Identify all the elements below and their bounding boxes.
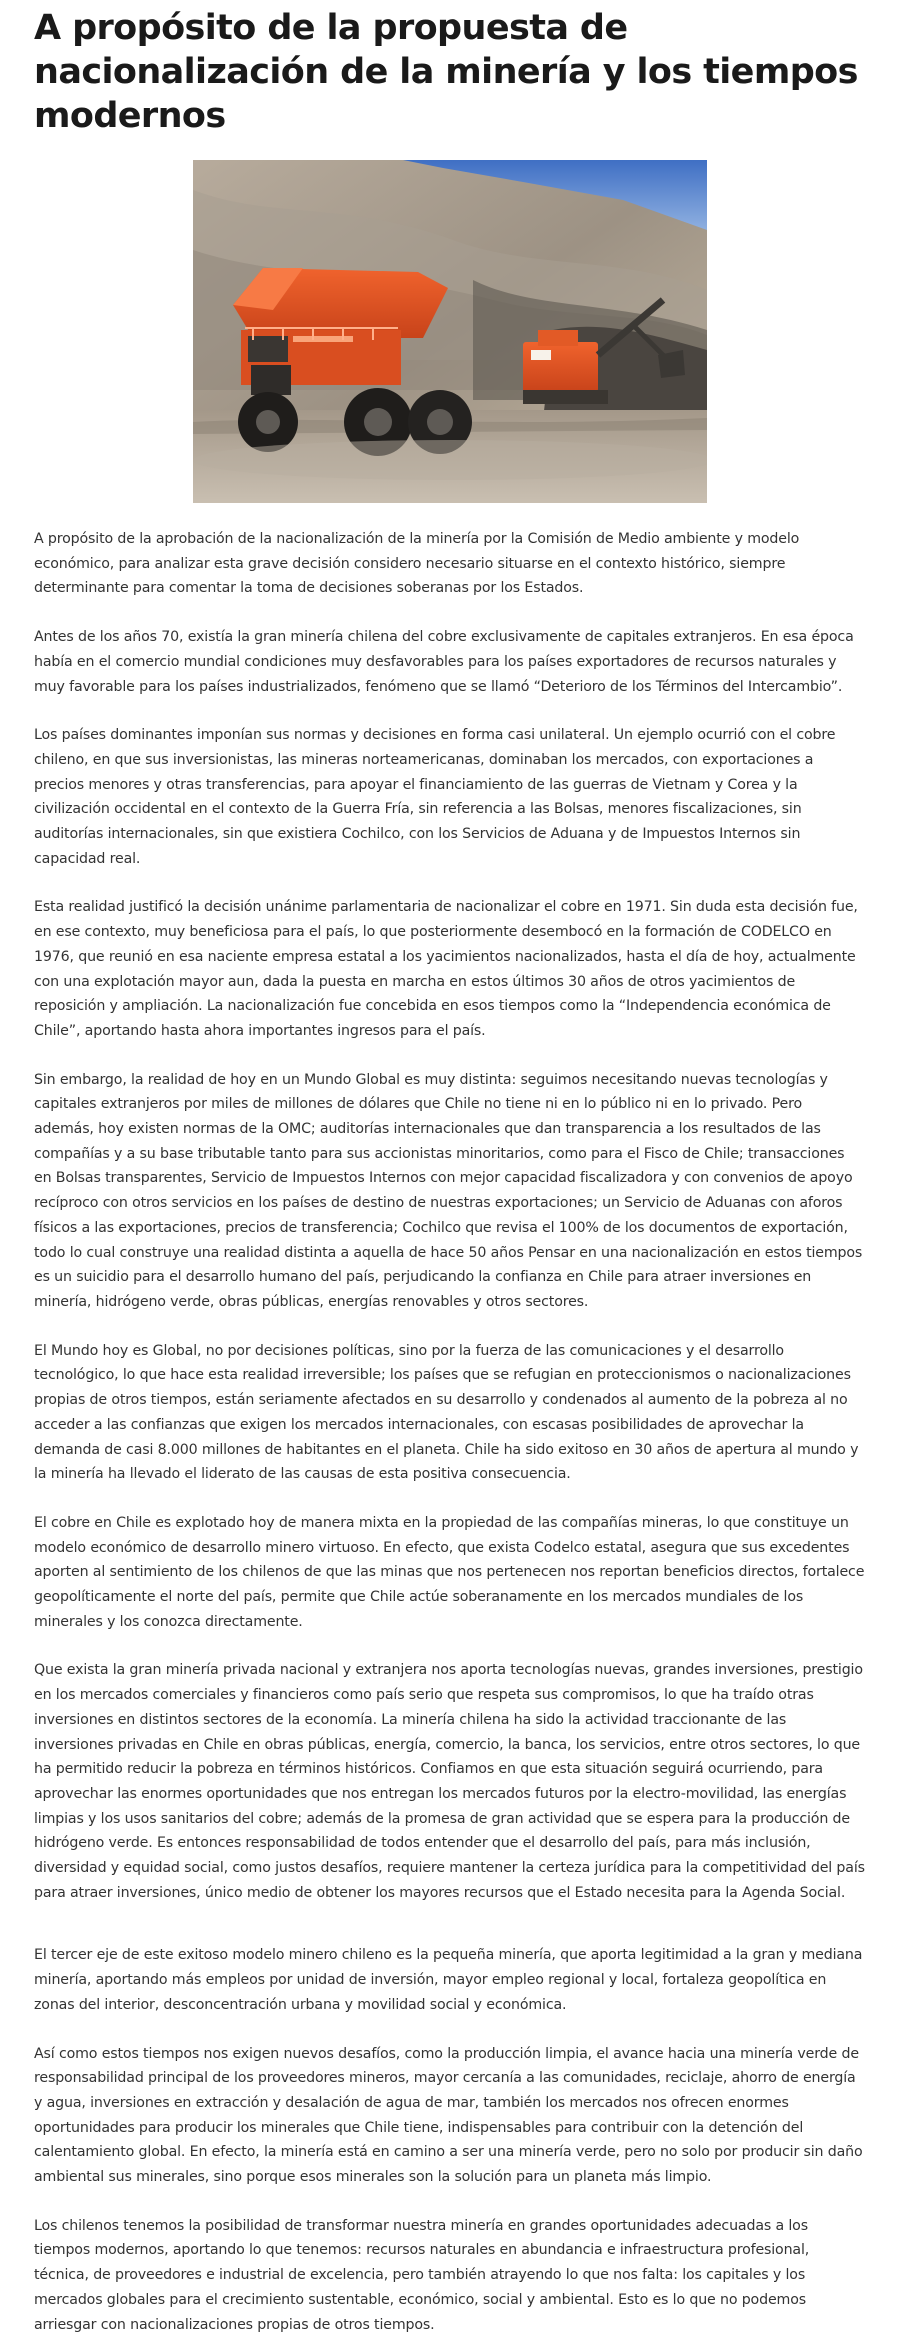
paragraph: El cobre en Chile es explotado hoy de manera mixta en la propiedad de las compañías mineras, lo que constituye un modelo económico de desarrollo minero virtuoso. En efecto, que exista Codelco estatal, asegura que sus excedentes aporten al sentimiento de los chilenos de que las minas que nos pertenecen nos reportan beneficios directos, fortalece geopolíticamente el norte del país, permite que Chile actúe soberanamente en los mercados mundiales de los minerales y los conozca directamente. xyxy=(34,1514,865,1630)
paragraph: Que exista la gran minería privada nacional y extranjera nos aporta tecnologías nuevas, grandes inversiones, prestigio en los mercados comerciales y financieros como país serio que respeta sus compromisos, lo que ha traído otras inversiones en distintos sectores de la economía. La minería chilena ha sido la actividad traccionante de las inversiones privadas en Chile en obras públicas, energía, comercio, la banca, los servicios, entre otros sectores, lo que ha permitido reducir la pobreza en términos históricos. Confiamos en que esta situación seguirá ocurriendo, para aprovechar las enormes oportunidades que nos entregan los mercados futuros por la electro-movilidad, las energías limpias y los usos sanitarios del cobre; además de la promesa de gran actividad que se espera para la producción de hidrógeno verde. Es entonces responsabilidad de todos entender que el desarrollo del país, para más inclusión, diversidad y equidad social, como justos desafíos, requiere mantener la certeza jurídica para la competitividad del país para atraer inversiones, único medio de obtener los mayores recursos que el Estado necesita para la Agenda Social. xyxy=(34,1662,865,1901)
paragraph: El Mundo hoy es Global, no por decisiones políticas, sino por la fuerza de las comunicaciones y el desarrollo tecnológico, lo que hace esta realidad irreversible; los países que se refugian en proteccionismos o nacionalizaciones propias de otros tiempos, están seriamente afectados en su desarrollo y condenados al aumento de la pobreza al no acceder a las confianzas que exigen los mercados internacionales, con escasas posibilidades de aprovechar la demanda de casi 8.000 millones de habitantes en el planeta. Chile ha sido exitoso en 30 años de apertura al mundo y la minería ha llevado el liderato de las causas de esta positiva consecuencia. xyxy=(34,1342,859,1483)
article-title: A propósito de la propuesta de nacionalización de la minería y los tiempos modernos xyxy=(34,8,858,136)
paragraph: Esta realidad justificó la decisión unánime parlamentaria de nacionalizar el cobre en 1971. Sin duda esta decisión fue, en ese contexto, muy beneficiosa para el país, lo que posteriormente desembocó en la formación de CODELCO en 1976, que reunió en esa naciente empresa estatal a los yacimientos nacionalizados, hasta el día de hoy, actualmente con una explotación mayor aun, dada la puesta en marcha en estos últimos 30 años de otros yacimientos de reposición y ampliación. La nacionalización fue concebida en esos tiempos como la “Independencia económica de Chile”, aportando hasta ahora importantes ingresos para el país. xyxy=(34,899,858,1039)
paragraph: A propósito de la aprobación de la nacionalización de la minería por la Comisión de Medio ambiente y modelo económico, para analizar esta grave decisión considero necesario situarse en el contexto histórico, siempre determinante para comentar la toma de decisiones soberanas por los Estados. xyxy=(34,531,800,597)
paragraph: El tercer eje de este exitoso modelo minero chileno es la pequeña minería, que aporta legitimidad a la gran y mediana minería, aportando más empleos por unidad de inversión, mayor empleo regional y local, fortaleza geopolítica en zonas del interior, desconcentración urbana y movilidad social y económica. xyxy=(34,1947,863,2013)
paragraph: Así como estos tiempos nos exigen nuevos desafíos, como la producción limpia, el avance hacia una minería verde de responsabilidad principal de los proveedores mineros, mayor cercanía a las comunidades, reciclaje, ahorro de energía y agua, inversiones en extracción y desalación de agua de mar, también los mercados nos ofrecen enormes oportunidades para producir los minerales que Chile tiene, indispensables para contribuir con la detención del calentamiento global. En efecto, la minería está en camino a ser una minería verde, pero no solo por producir sin daño ambiental sus minerales, sino porque esos minerales son la solución para un planeta más limpio. xyxy=(34,2045,863,2186)
mining-truck-illustration xyxy=(193,160,707,503)
paragraph: Los chilenos tenemos la posibilidad de transformar nuestra minería en grandes oportunidades adecuadas a los tiempos modernos, aportando lo que tenemos: recursos naturales en abundancia e infraestructura profesional, técnica, de proveedores e industrial de excelencia, pero también atrayendo lo que nos falta: los capitales y los mercados globales para el crecimiento sustentable, económico, social y ambiental. Esto es lo que no podemos arriesgar con nacionalizaciones propias de otros tiempos. xyxy=(34,2217,810,2333)
paragraph: Sin embargo, la realidad de hoy en un Mundo Global es muy distinta: seguimos necesitando nuevas tecnologías y capitales extranjeros por miles de millones de dólares que Chile no tiene ni en lo público ni en lo privado. Pero además, hoy existen normas de la OMC; auditorías internacionales que dan transparencia a los resultados de las compañías y a su base tributable tanto para sus accionistas minoritarios, como para el Fisco de Chile; transacciones en Bolsas transparentes, Servicio de Impuestos Internos con mejor capacidad fiscalizadora y con convenios de apoyo recíproco con otros servicios en los países de destino de nuestras exportaciones; un Servicio de Aduanas con aforos físicos a las exportaciones, precios de transferencia; Cochilco que revisa el 100% de los documentos de exportación, todo lo cual construye una realidad distinta a aquella de hace 50 años Pensar en una nacionalización en estos tiempos es un suicidio para el desarrollo humano del país, perjudicando la confianza en Chile para atraer inversiones en minería, hidrógeno verde, obras públicas, energías renovables y otros sectores. xyxy=(34,1071,863,1310)
paragraph: Antes de los años 70, existía la gran minería chilena del cobre exclusivamente de capitales extranjeros. En esa época había en el comercio mundial condiciones muy desfavorables para los países exportadores de recursos naturales y muy favorable para los países industrializados, fenómeno que se llamó “Deterioro de los Términos del Intercambio”. xyxy=(34,629,854,695)
hero-image xyxy=(193,160,707,503)
paragraph: Los países dominantes imponían sus normas y decisiones en forma casi unilateral. Un ejemplo ocurrió con el cobre chileno, en que sus inversionistas, las mineras norteamericanas, dominaban los mercados, con exportaciones a precios menores y otras transferencias, para apoyar el financiamiento de las guerras de Vietnam y Corea y la civilización occidental en el contexto de la Guerra Fría, sin referencia a las Bolsas, menores fiscalizaciones, sin auditorías internacionales, sin que existiera Cochilco, con los Servicios de Aduana y de Impuestos Internos sin capacidad real. xyxy=(34,727,836,867)
article-body xyxy=(34,527,866,2337)
